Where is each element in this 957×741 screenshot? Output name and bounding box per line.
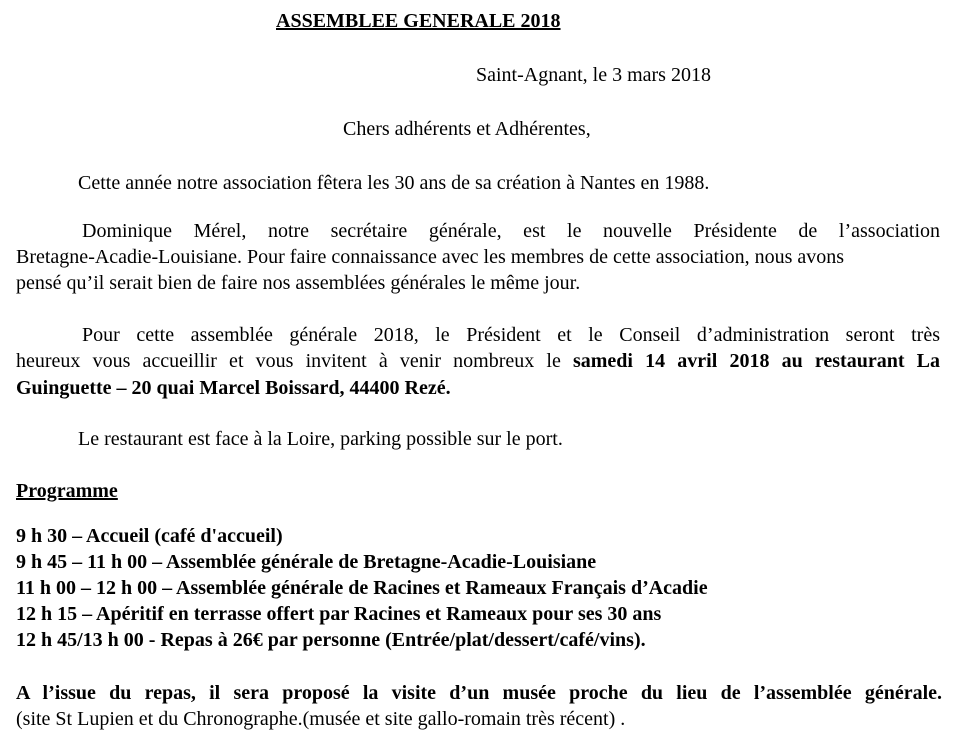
programme-item: 12 h 45/13 h 00 - Repas à 26€ par personne (Entrée/plat/dessert/café/vins). <box>16 629 646 651</box>
paragraph-location: Le restaurant est face à la Loire, parking possible sur le port. <box>78 428 563 450</box>
programme-list <box>16 523 708 653</box>
paragraph-invitation-line2 <box>16 348 940 374</box>
paragraph-president-line3: pensé qu’il serait bien de faire nos assemblées générales le même jour. <box>16 272 581 294</box>
programme-item: 11 h 00 – 12 h 00 – Assemblée générale de Racines et Rameaux Français d’Acadie <box>16 577 708 599</box>
invitation-date-venue: samedi 14 avril 2018 au restaurant La <box>572 350 940 372</box>
programme-heading: Programme <box>16 480 118 502</box>
paragraph-president-line1: Dominique Mérel, notre secrétaire générale, est le nouvelle Présidente de l’association <box>82 220 940 242</box>
document-title: ASSEMBLEE GENERALE 2018 <box>276 10 561 32</box>
closing-site: (site St Lupien et du Chronographe.(musée et site gallo-romain très récent) . <box>16 708 626 730</box>
place-date: Saint-Agnant, le 3 mars 2018 <box>476 64 711 86</box>
paragraph-president-line2: Bretagne-Acadie-Louisiane. Pour faire connaissance avec les membres de cette association, nous avons <box>16 246 845 268</box>
programme-item: 12 h 15 – Apéritif en terrasse offert par Racines et Rameaux pour ses 30 ans <box>16 603 662 625</box>
closing-visit: A l’issue du repas, il sera proposé la visite d’un musée proche du lieu de l’assemblée générale. <box>16 682 942 704</box>
paragraph-invitation-line1: Pour cette assemblée générale 2018, le Président et le Conseil d’administration seront très <box>82 324 940 346</box>
greeting: Chers adhérents et Adhérentes, <box>343 118 591 140</box>
invitation-text: heureux vous accueillir et vous invitent à venir nombreux le <box>16 350 573 372</box>
paragraph-anniversary: Cette année notre association fêtera les 30 ans de sa création à Nantes en 1988. <box>78 172 710 194</box>
programme-item: 9 h 30 – Accueil (café d'accueil) <box>16 525 283 547</box>
invitation-address: Guinguette – 20 quai Marcel Boissard, 44400 Rezé. <box>16 377 451 399</box>
programme-item: 9 h 45 – 11 h 00 – Assemblée générale de Bretagne-Acadie-Louisiane <box>16 551 597 573</box>
